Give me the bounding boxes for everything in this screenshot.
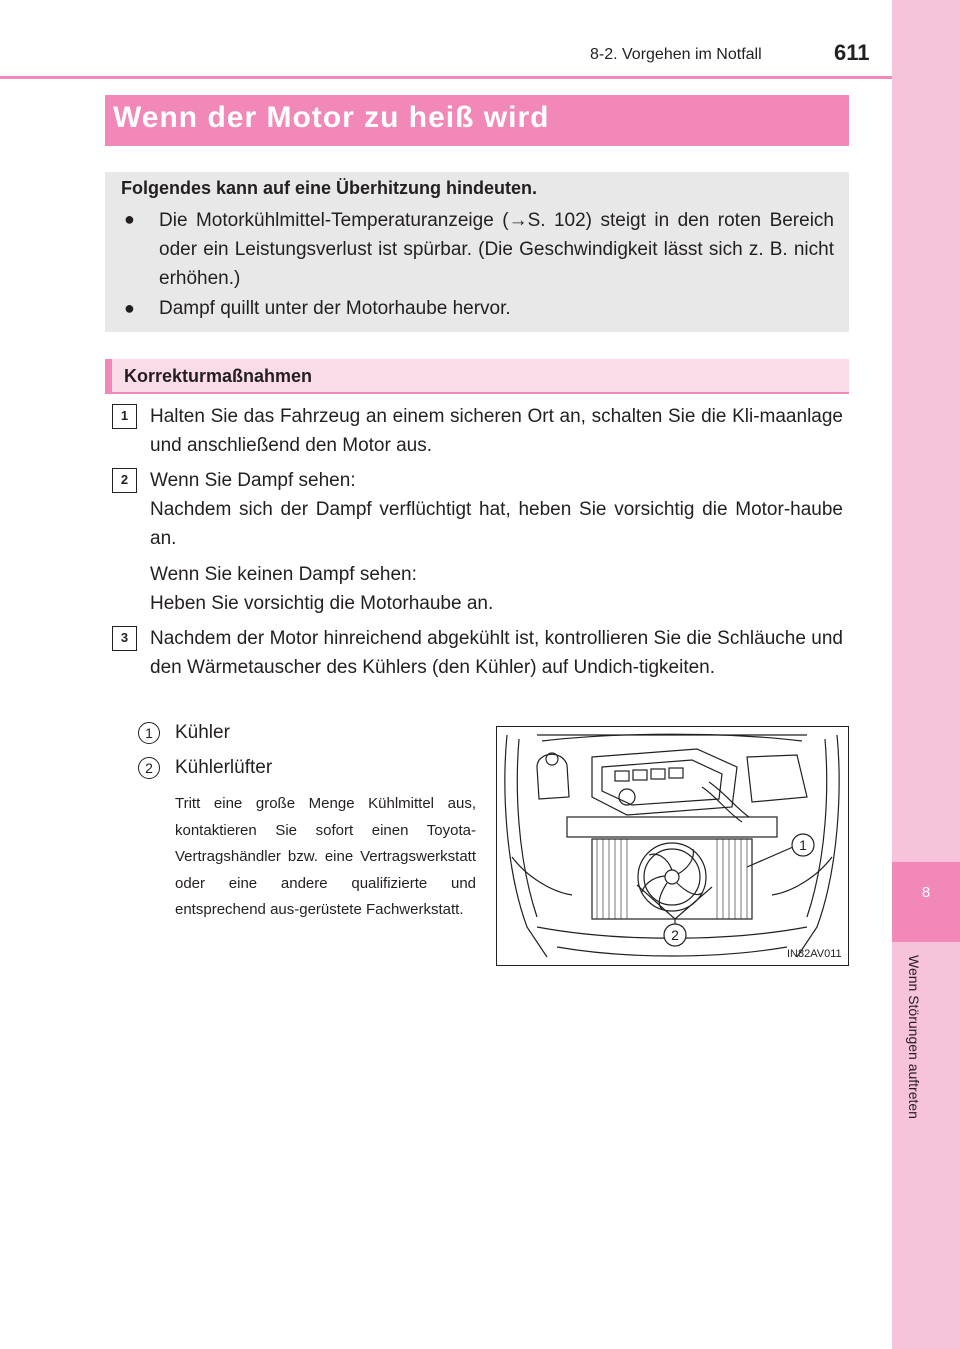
figure-callout-1: 1 bbox=[799, 837, 807, 853]
symptom-heading: Folgendes kann auf eine Überhitzung hindeuten. bbox=[121, 178, 538, 198]
note-text: Tritt eine große Menge Kühlmittel aus, kontaktieren Sie sofort einen Toyota-Vertragshändler bzw. eine Vertragswerkstatt oder eine andere qualifizierte und entsprechend aus-gerüstete Fachwerkstatt. bbox=[175, 795, 476, 918]
step-text: Nachdem sich der Dampf verflüchtigt hat, heben Sie vorsichtig die Motor-haube an. bbox=[150, 499, 843, 549]
step-text: Wenn Sie keinen Dampf sehen: bbox=[150, 564, 417, 585]
engine-bay-illustration bbox=[496, 726, 849, 966]
subheading: Korrekturmaßnahmen bbox=[124, 366, 313, 386]
step-text: Heben Sie vorsichtig die Motorhaube an. bbox=[150, 593, 494, 614]
page-title: Wenn der Motor zu heiß wird bbox=[113, 101, 550, 134]
bullet-icon: ● bbox=[124, 298, 135, 318]
step-text: Halten Sie das Fahrzeug an einem sicheren Ort an, schalten Sie die Kli-maanlage und anschließend den Motor aus. bbox=[150, 406, 843, 456]
legend-number: 1 bbox=[138, 722, 160, 744]
symptom-item: Die Motorkühlmittel-Temperaturanzeige (→S. 102) steigt in den roten Bereich oder ein Leistungsverlust ist spürbar. (Die Geschwindigkeit lässt sich z. B. nicht erhöhen.) bbox=[159, 210, 834, 289]
section-reference: 8-2. Vorgehen im Notfall bbox=[590, 46, 762, 63]
legend-label: Kühler bbox=[175, 722, 230, 743]
figure-callout-2: 2 bbox=[671, 927, 679, 943]
bullet-icon: ● bbox=[124, 209, 135, 229]
step-text: Nachdem der Motor hinreichend abgekühlt ist, kontrollieren Sie die Schläuche und den Wärmetauscher des Kühlers (den Kühler) auf Undich-tigkeiten. bbox=[150, 628, 843, 678]
chapter-number: 8 bbox=[921, 884, 931, 901]
chapter-title: Wenn Störungen auftreten bbox=[906, 955, 922, 1119]
step-text: Wenn Sie Dampf sehen: bbox=[150, 470, 356, 491]
step-number: 3 bbox=[112, 626, 137, 651]
chapter-tab[interactable] bbox=[892, 862, 960, 942]
legend-label: Kühlerlüfter bbox=[175, 757, 273, 778]
engine-bay-drawing bbox=[497, 727, 847, 964]
step-number: 1 bbox=[112, 404, 137, 429]
figure-code: IN82AV011 bbox=[787, 948, 842, 960]
symptom-item: Dampf quillt unter der Motorhaube hervor. bbox=[159, 298, 511, 319]
step-number: 2 bbox=[112, 468, 137, 493]
header-rule bbox=[0, 76, 892, 79]
legend-number: 2 bbox=[138, 757, 160, 779]
page-number: 611 bbox=[834, 40, 870, 65]
